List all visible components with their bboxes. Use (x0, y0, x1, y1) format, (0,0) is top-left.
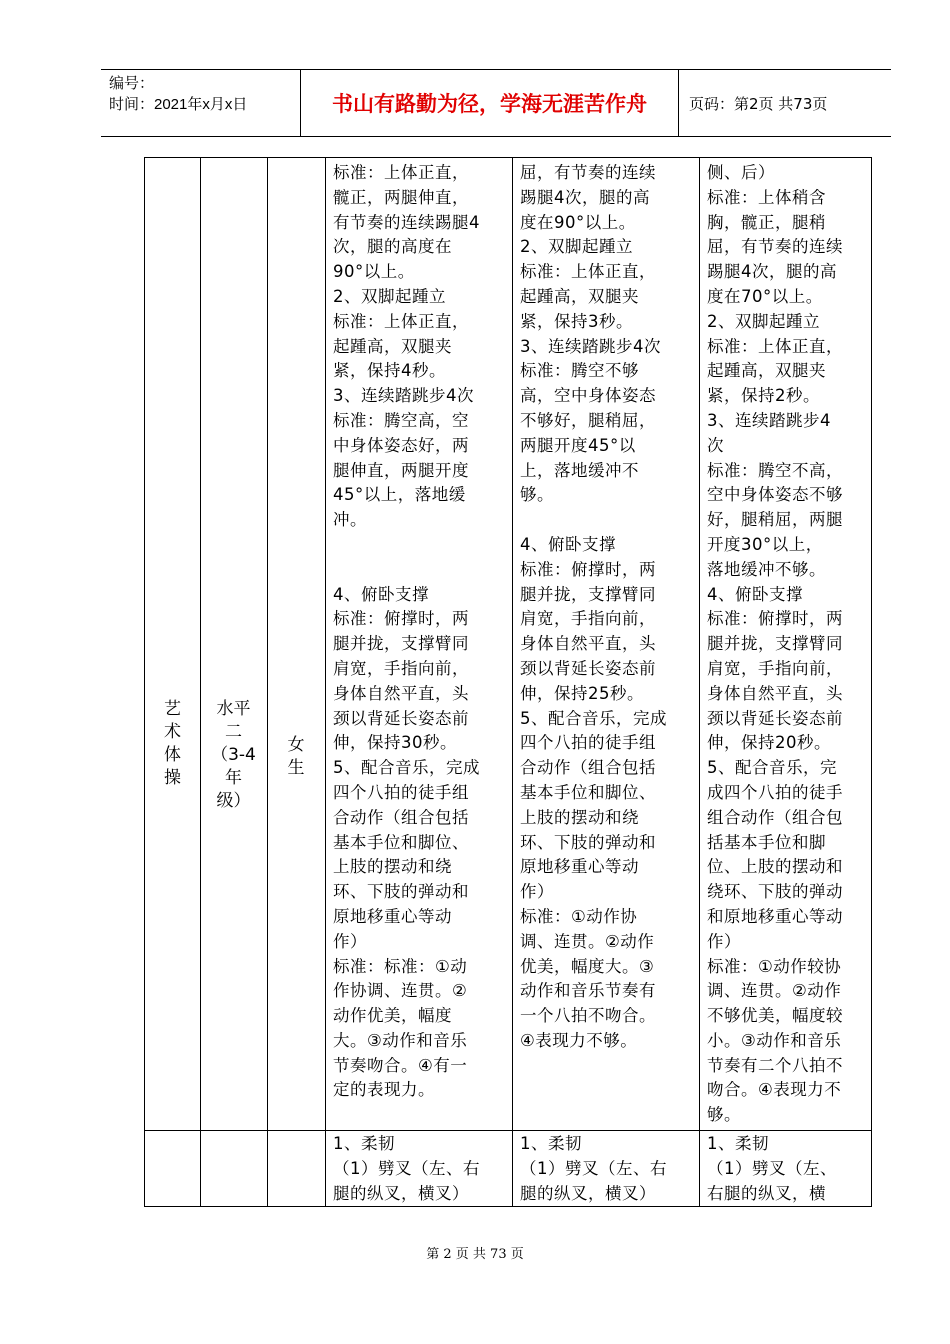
number-label: 编号： (109, 75, 155, 92)
header-meta (101, 70, 301, 136)
gender-char: 生 (287, 758, 305, 778)
time-label: 时间：2021年x月x日 (109, 96, 248, 113)
table-row-divider (145, 1130, 871, 1131)
page-footer: 第 2 页 共 73 页 (426, 1247, 524, 1262)
row2-excellent-cell: 1、柔韧 （1）劈叉（左、右 腿的纵叉，横叉） (333, 1134, 480, 1203)
table-col-divider (267, 158, 268, 1206)
category-char: 体 (164, 745, 181, 765)
good-standard-cell: 屈，有节奏的连续 踢腿4次，腿的高 度在90°以上。 2、双脚起踵立 标准：上体正直， 起踵高，双腿夹 紧，保持3秒。 3、连续踏跳步4次 标准：腾空不够 高，空中身体姿态 不够好，腿稍屈， 两腿开度45°以 上，落地缓冲不 够。 4、俯卧支撑 标准：俯撑时，两 腿并拢，支撑臂同 肩宽，手指向前， 身体自然平直，头 颈以背延长姿态前 伸，保持25秒。 5、配合音乐，完成 四个八拍的徒手组 合动作（组合包括 基本手位和脚位、 上肢的摆动和绕 环、下肢的弹动和 原地移重心等动 作） 标准：①动作协 调、连贯。②动作 优美，幅度大。③ 动作和音乐节奏有 一个八拍不吻合。 ④表现力不够。 (520, 163, 667, 1050)
table-col-divider (699, 158, 700, 1206)
header-page-label: 页码：第2页 共73页 (689, 94, 828, 113)
category-char: 术 (164, 722, 181, 742)
excellent-standard-cell: 标准：上体正直， 髋正，两腿伸直， 有节奏的连续踢腿4 次，腿的高度在 90°以上。 2、双脚起踵立 标准：上体正直， 起踵高，双腿夹 紧，保持4秒。 3、连续踏跳步4次 标准：腾空高，空 中身体姿态好，两 腿伸直，两腿开度 45°以上，落地缓 冲。 4、俯卧支撑 标准：俯撑时，两 腿并拢，支撑臂同 肩宽，手指向前， 身体自然平直，头 颈以背延长姿态前 伸，保持30秒。 5、配合音乐，完成 四个八拍的徒手组 合动作（组合包括 基本手位和脚位、 上肢的摆动和绕 环、下肢的弹动和 原地移重心等动 作） 标准：标准：①动 作协调、连贯。② 动作优美，幅度 大。③动作和音乐 节奏吻合。④有一 定的表现力。 (333, 163, 480, 1100)
category-cell (145, 698, 200, 790)
level-line: （3-4 (211, 745, 256, 765)
gender-cell (267, 734, 325, 780)
category-char: 操 (164, 768, 181, 788)
pass-standard-cell: 侧、后） 标准：上体稍含 胸，髋正，腿稍 屈，有节奏的连续 踢腿4次，腿的高 度在70°以上。 2、双脚起踵立 标准：上体正直， 起踵高，双腿夹 紧，保持2秒。 3、连续踏跳步4 次 标准：腾空不高， 空中身体姿态不够 好，腿稍屈，两腿 开度30°以上， 落地缓冲不够。 4、俯卧支撑 标准：俯撑时，两 腿并拢，支撑臂同 肩宽，手指向前， 身体自然平直，头 颈以背延长姿态前 伸，保持20秒。 5、配合音乐，完 成四个八拍的徒手 组合动作（组合包 括基本手位和脚 位、上肢的摆动和 绕环、下肢的弹动 和原地移重心等动 作） 标准：①动作较协 调、连贯。②动作 不够优美，幅度较 小。③动作和音乐 节奏有二个八拍不 吻合。④表现力不 够。 (707, 163, 843, 1125)
level-cell (200, 698, 267, 813)
level-line: 水平 (216, 699, 251, 719)
gender-char: 女 (287, 735, 305, 755)
level-line: 二 (225, 722, 242, 742)
row2-good-cell: 1、柔韧 （1）劈叉（左、右 腿的纵叉，横叉） (520, 1134, 667, 1203)
level-line: 级） (216, 791, 251, 811)
level-line: 年 (225, 768, 242, 788)
standards-table (144, 157, 872, 1207)
row2-pass-cell: 1、柔韧 （1）劈叉（左、 右腿的纵叉，横 (707, 1134, 837, 1203)
table-col-divider (512, 158, 513, 1206)
table-col-divider (325, 158, 326, 1206)
page-header (101, 69, 891, 137)
header-motto: 书山有路勤为径，学海无涯苦作舟 (301, 70, 679, 136)
table-col-divider (200, 158, 201, 1206)
category-char: 艺 (164, 699, 181, 719)
